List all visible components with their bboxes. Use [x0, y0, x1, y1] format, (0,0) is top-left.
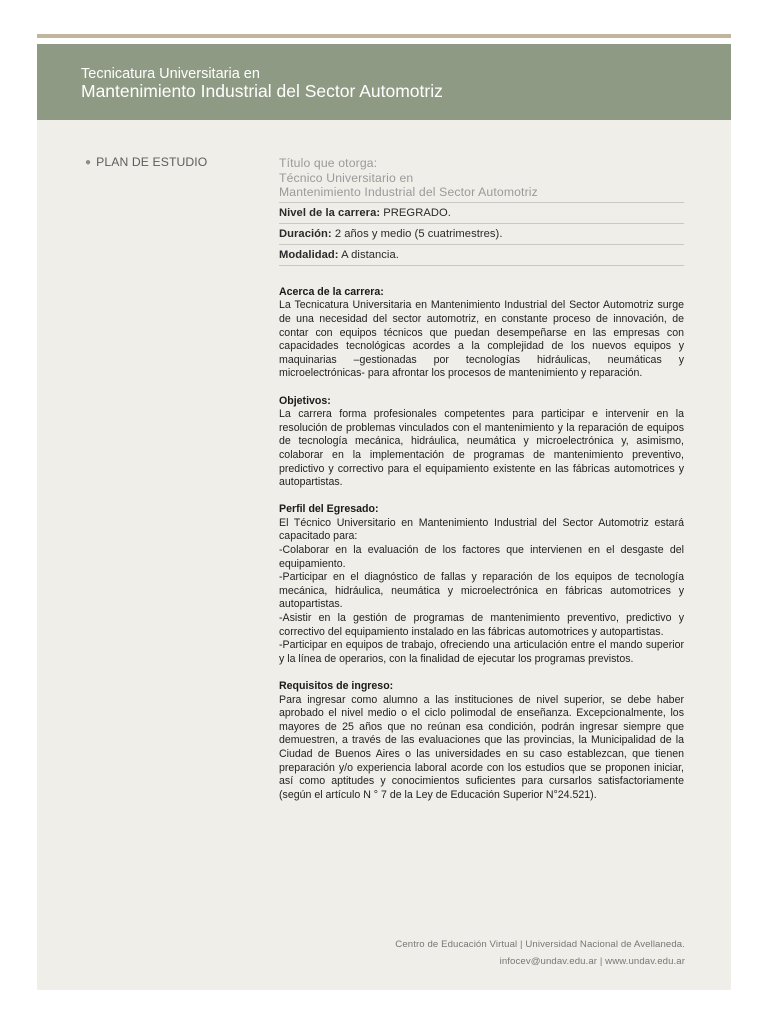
info-label: Nivel de la carrera:	[279, 206, 381, 219]
degree-title-block	[279, 156, 684, 200]
bullet-icon: ●	[85, 157, 92, 168]
section-requisitos	[279, 680, 684, 802]
section-objetivos	[279, 395, 684, 490]
list-item: -Asistir en la gestión de programas de mantenimiento preventivo, predictivo y correctivo del equipamiento instalado en las fábricas automotrices y autopartistas.	[279, 612, 684, 638]
list-item: -Participar en el diagnóstico de fallas y reparación de los equipos de tecnología mecánica, hidráulica, neumática y microelectrónica en fábricas automotrices y autopartistas.	[279, 571, 684, 611]
info-row-nivel	[279, 202, 684, 223]
info-value: PREGRADO.	[380, 206, 451, 219]
info-table	[279, 202, 684, 266]
section-heading: Objetivos:	[279, 394, 331, 407]
section-heading: Requisitos de ingreso:	[279, 680, 394, 692]
list-item: -Colaborar en la evaluación de los factores que intervienen en el desgaste del equipamiento.	[279, 544, 684, 570]
footer-institution: Centro de Educación Virtual | Universidad Nacional de Avellaneda.	[395, 939, 685, 950]
degree-title-label: Título que otorga:	[279, 156, 378, 170]
header-line1: Tecnicatura Universitaria en	[81, 66, 260, 82]
info-label: Modalidad:	[279, 248, 339, 261]
section-perfil	[279, 503, 684, 666]
info-label: Duración:	[279, 227, 332, 240]
info-row-modalidad	[279, 244, 684, 266]
header-title: Mantenimiento Industrial del Sector Automotriz	[81, 81, 443, 101]
section-acerca	[279, 286, 684, 381]
document-page	[37, 44, 731, 990]
section-text: La Tecnicatura Universitaria en Mantenimiento Industrial del Sector Automotriz surge de una necesidad del sector automotriz, en constante proceso de innovación, de contar con equipos técnicos que puedan desempeñarse en las empresas con capacidades tecnológicas acordes a la complejidad de los nuevos equipos y maquinarias –gestionadas por tecnologías hidráulicas, neumáticas y microelectrónicas- para afrontar los procesos de mantenimiento y reparación.	[279, 299, 684, 380]
list-item: -Participar en equipos de trabajo, ofreciendo una articulación entre el mando superior y la línea de operarios, con la finalidad de ejecutar los programas previstos.	[279, 639, 684, 665]
info-value: 2 años y medio (5 cuatrimestres).	[331, 227, 503, 240]
sidebar-label-text: PLAN DE ESTUDIO	[96, 155, 208, 169]
degree-title-line1: Técnico Universitario en	[279, 170, 414, 185]
info-row-duracion	[279, 223, 684, 244]
section-text: Para ingresar como alumno a las instituciones de nivel superior, se debe haber aprobado el nivel medio o el ciclo polimodal de enseñanza. Excepcionalmente, los mayores de 25 años que no reúnan esa condición, podrán ingresar siempre que demuestren, a través de las evaluaciones que las provincias, la Municipalidad de la Ciudad de Buenos Aires o las universidades en su caso establezcan, que tienen preparación y/o experiencia laboral acorde con los estudios que se proponen iniciar, así como aptitudes y conocimientos suficientes para cursarlos satisfactoriamente (según el artículo N ° 7 de la Ley de Educación Superior N°24.521).	[279, 693, 684, 801]
section-heading: Acerca de la carrera:	[279, 285, 384, 298]
section-heading: Perfil del Egresado:	[279, 503, 379, 516]
sidebar-section-label	[85, 155, 207, 169]
section-text: La carrera forma profesionales competentes para participar e intervenir en la resolución de problemas vinculados con el mantenimiento y la reparación de equipos de tecnología mecánica, hidráulica, neumática y microelectrónica y, asimismo, colaborar en la implementación de programas de mantenimiento preventivo, predictivo y correctivo para el equipamiento existente en las fábricas automotrices y autopartistas.	[279, 408, 684, 489]
degree-title-line2: Mantenimiento Industrial del Sector Automotriz	[279, 185, 538, 200]
top-rule	[37, 34, 731, 38]
section-text: El Técnico Universitario en Mantenimiento Industrial del Sector Automotriz estará capacitado para:	[279, 516, 684, 543]
info-value: A distancia.	[338, 248, 399, 261]
footer-contact: infocev@undav.edu.ar | www.undav.edu.ar	[499, 956, 685, 967]
content-column	[279, 156, 684, 802]
header-banner	[37, 44, 731, 120]
